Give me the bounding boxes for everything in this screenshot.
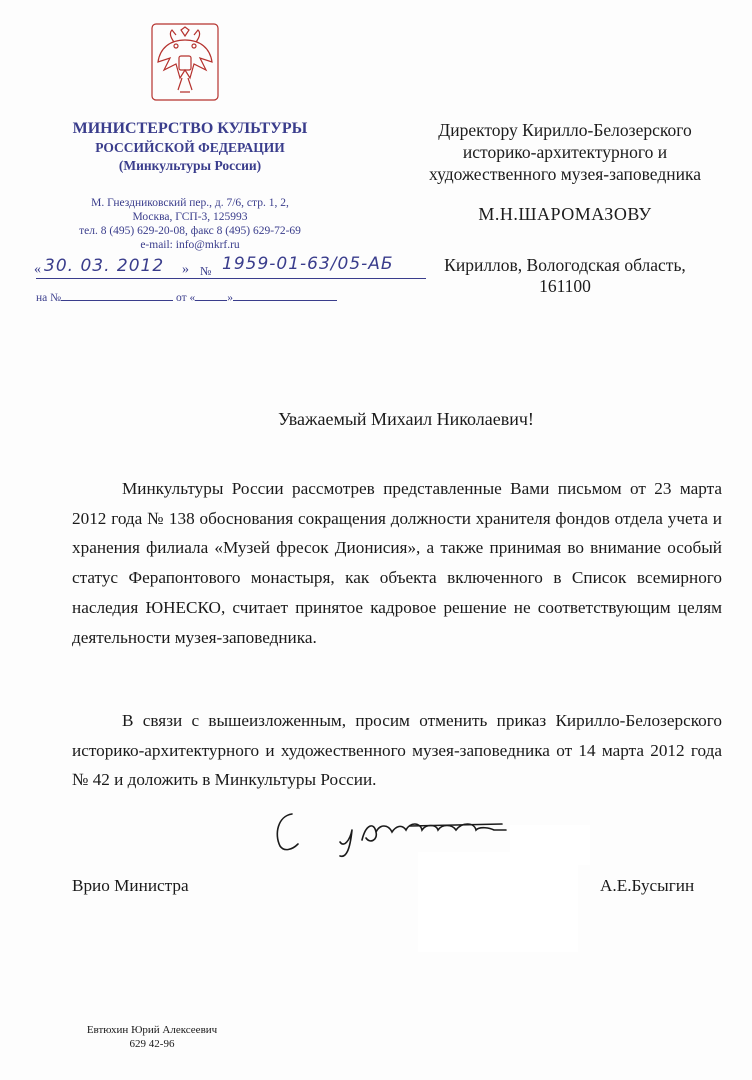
addressee-line3: художественного музея-заповедника: [429, 164, 701, 184]
executor-phone: 629 42-96: [129, 1038, 175, 1050]
registration-number: 1959-01-63/05-АБ: [222, 254, 394, 274]
ministry-short-name: (Минкультуры России): [118, 158, 262, 173]
body-paragraph-2: В связи с вышеизложенным, просим отменить приказ Кирилло-Белозерского историко-архитектурного и художественного музея-заповедника от 14 марта 2012 года № 42 и доложить в Минкультуры России.: [72, 711, 722, 790]
date-quote-open: «: [34, 262, 41, 277]
coat-of-arms-icon: [150, 22, 220, 102]
salutation: Уважаемый Михаил Николаевич!: [278, 409, 534, 429]
ref-prefix: на №: [36, 292, 62, 304]
registration-underline: [36, 278, 426, 279]
ministry-address: М. Гнездниковский пер., д. 7/6, стр. 1, 2,: [91, 197, 289, 209]
registration-date: 30. 03. 2012: [44, 256, 165, 276]
addressee-name: М.Н.ШАРОМАЗОВУ: [478, 204, 652, 224]
ref-from: от «: [175, 292, 196, 304]
ref-close: »: [227, 292, 233, 304]
ref-date-blank: [233, 290, 337, 301]
body-paragraph-1: Минкультуры России рассмотрев представленные Вами письмом от 23 марта 2012 года № 138 обоснования сокращения должности хранителя фондов отдела учета и хранения филиала «Музей фресок Дионисия», а также принимая во внимание особый статус Ферапонтового монастыря, как объекта включенного в Список всемирного наследия ЮНЕСКО, считает принятое кадровое решение не соответствующим целям деятельности музея-заповедника.: [72, 479, 722, 647]
addressee-city: Кириллов, Вологодская область,: [444, 255, 686, 275]
ministry-country: РОССИЙСКОЙ ФЕДЕРАЦИИ: [95, 140, 285, 155]
ref-number-blank: [61, 290, 173, 301]
number-sign: №: [200, 264, 212, 278]
reference-row: [36, 290, 337, 304]
ministry-email: e-mail: info@mkrf.ru: [140, 239, 240, 251]
addressee-line1: Директору Кирилло-Белозерского: [438, 120, 692, 140]
signatory-name: А.Е.Бусыгин: [600, 876, 695, 895]
ref-day-blank: [195, 290, 227, 301]
date-quote-close: »: [182, 262, 189, 277]
ministry-phone: тел. 8 (495) 629-20-08, факс 8 (495) 629-72-69: [79, 225, 301, 237]
redaction-patch: [418, 852, 578, 952]
addressee-postcode: 161100: [539, 276, 591, 296]
ministry-city: Москва, ГСП-3, 125993: [132, 211, 248, 223]
ministry-name: МИНИСТЕРСТВО КУЛЬТУРЫ: [72, 120, 308, 137]
signatory-title: Врио Министра: [72, 876, 189, 895]
addressee-line2: историко-архитектурного и: [462, 142, 668, 162]
handwritten-signature: [270, 800, 520, 860]
executor-name: Евтюхин Юрий Алексеевич: [86, 1024, 218, 1036]
